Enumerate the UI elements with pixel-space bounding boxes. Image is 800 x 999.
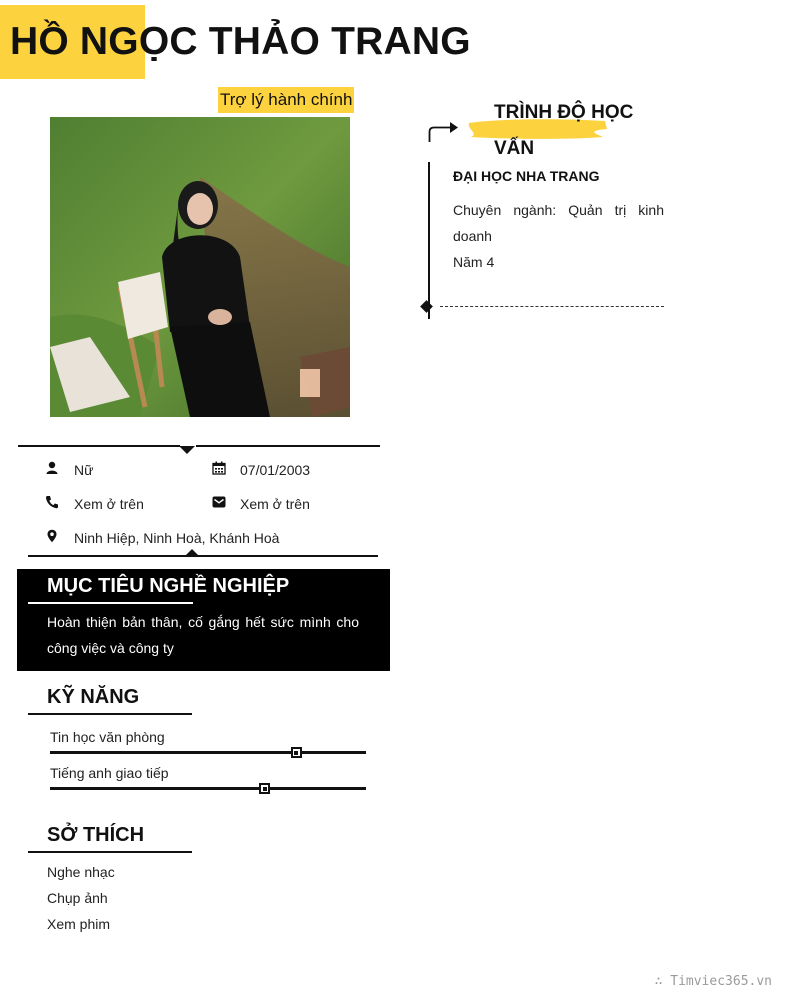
objective-text: Hoàn thiện bản thân, cố gắng hết sức mình cho công việc và công ty [47, 614, 359, 656]
watermark-text: Timviec365.vn [670, 974, 772, 989]
education-divider [440, 306, 664, 307]
birthday-value: 07/01/2003 [240, 462, 311, 478]
skills-underline [28, 713, 192, 715]
info-top-line-right [196, 445, 380, 447]
hobbies-title: SỞ THÍCH [47, 824, 145, 846]
education-timeline [428, 162, 430, 319]
skills-title: KỸ NĂNG [47, 686, 140, 708]
hobby-item: Nghe nhạc [47, 864, 115, 880]
email-value: Xem ở trên [240, 496, 310, 512]
skill-bar [50, 751, 366, 754]
position-title: Trợ lý hành chính [218, 87, 354, 113]
objective-underline [28, 602, 193, 604]
skill-name: Tin học văn phòng [50, 729, 165, 745]
diamond-icon [420, 300, 433, 313]
skill-level-marker [259, 783, 270, 794]
user-icon [45, 461, 59, 475]
education-year: Năm 4 [453, 254, 495, 270]
hobbies-underline [28, 851, 192, 853]
phone-value: Xem ở trên [74, 496, 144, 512]
info-bottom-line-left [28, 555, 186, 557]
address-value: Ninh Hiệp, Ninh Hoà, Khánh Hoà [74, 530, 280, 546]
education-major: Chuyên ngành: Quản trị kinh doanh [453, 202, 664, 244]
watermark [655, 974, 772, 989]
hobby-item: Chụp ảnh [47, 890, 108, 906]
corner-arrow-icon [428, 118, 460, 144]
education-school: ĐẠI HỌC NHA TRANG [453, 168, 600, 184]
profile-photo [50, 117, 350, 417]
calendar-icon [212, 461, 226, 475]
skill-name: Tiếng anh giao tiếp [50, 765, 169, 781]
hobby-item: Xem phim [47, 916, 111, 932]
education-title: TRÌNH ĐỘ HỌC VẤN [494, 102, 634, 159]
skill-level-marker [291, 747, 302, 758]
watermark-icon: ∴ [654, 974, 671, 989]
candidate-name: HỒ NGỌC THẢO TRANG [10, 20, 471, 63]
location-pin-icon [45, 529, 59, 543]
gender-value: Nữ [74, 462, 94, 478]
info-bottom-line-right [198, 555, 378, 557]
info-top-line-left [18, 445, 180, 447]
triangle-down-icon [179, 446, 195, 454]
objective-title: MỤC TIÊU NGHỀ NGHIỆP [47, 575, 290, 597]
phone-icon [45, 495, 59, 509]
skill-bar [50, 787, 366, 790]
email-icon [212, 495, 226, 509]
